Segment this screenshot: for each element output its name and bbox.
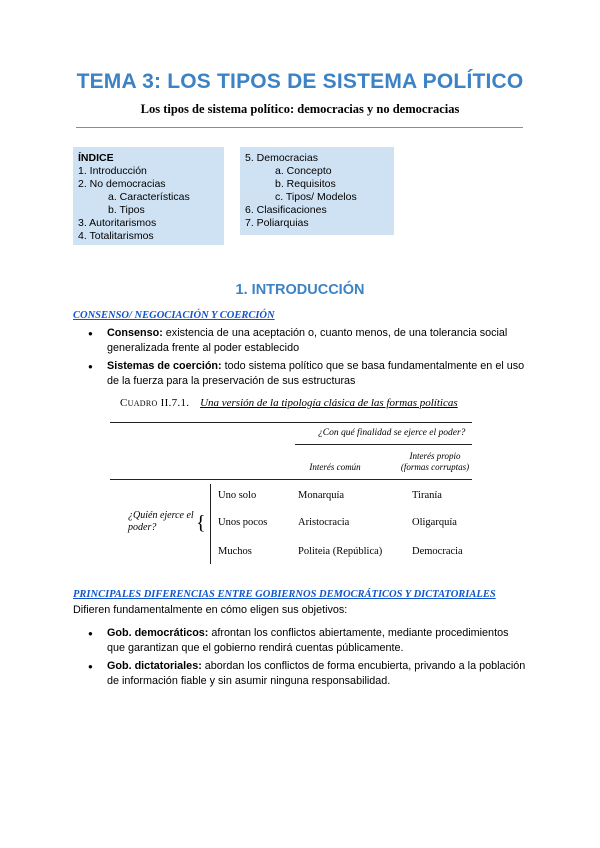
bullet-term: Consenso: bbox=[107, 327, 163, 339]
bullet-term: Sistemas de coerción: bbox=[107, 360, 222, 372]
bullet-text: abordan los conflictos de forma encubierta, privando a la población de información fiable y sin asumir ninguna responsabilidad. bbox=[107, 660, 526, 687]
index-box-left bbox=[73, 147, 224, 245]
subheading-diferencias-gobiernos[interactable]: PRINCIPALES DIFERENCIAS ENTRE GOBIERNOS DEMOCRÁTICOS Y DICTATORIALES bbox=[73, 589, 496, 600]
document-subtitle: Los tipos de sistema político: democracias y no democracias bbox=[140, 102, 460, 116]
figure-caption-number: Cuadro II.7.1. bbox=[120, 397, 190, 409]
figure-caption bbox=[120, 397, 458, 409]
bullet-term: Gob. dictatoriales: bbox=[107, 660, 202, 672]
figure-cell-common: Aristocracia bbox=[298, 517, 350, 528]
title-divider bbox=[76, 127, 523, 128]
index-item[interactable]: b. Tipos bbox=[108, 204, 145, 216]
intro-bullet-list bbox=[73, 326, 528, 392]
index-item[interactable]: 6. Clasificaciones bbox=[245, 204, 327, 216]
index-item[interactable]: 2. No democracias bbox=[78, 178, 166, 190]
bullet-icon: ● bbox=[88, 329, 93, 338]
bullet-text: afrontan los conflictos abiertamente, mediante procedimientos que garantizan que el gobierno rendirá cuentas públicamente. bbox=[107, 627, 509, 654]
figure-column-common: Interés común bbox=[309, 462, 361, 472]
index-item[interactable]: 7. Poliarquias bbox=[245, 217, 309, 229]
row-group-brace: { bbox=[196, 512, 206, 534]
figure-cell-own: Oligarquía bbox=[412, 517, 457, 528]
table-top-rule bbox=[110, 422, 472, 423]
differences-intro: Difieren fundamentalmente en cómo eligen sus objetivos: bbox=[73, 604, 348, 616]
index-box-right bbox=[240, 147, 394, 235]
index-item[interactable]: a. Características bbox=[108, 191, 190, 203]
figure-column-own: Interés propio (formas corruptas) bbox=[400, 451, 470, 472]
table-vertical-rule bbox=[210, 484, 211, 564]
index-item[interactable]: 4. Totalitarismos bbox=[78, 230, 154, 242]
index-item[interactable]: 5. Democracias bbox=[245, 152, 318, 164]
index-item[interactable]: 3. Autoritarismos bbox=[78, 217, 157, 229]
figure-cell-own: Tiranía bbox=[412, 490, 442, 501]
index-item[interactable]: a. Concepto bbox=[275, 165, 332, 177]
figure-row-who: Unos pocos bbox=[218, 517, 268, 528]
bullet-item bbox=[73, 359, 528, 389]
figure-cell-common: Monarquía bbox=[298, 490, 345, 501]
figure-caption-title: Una versión de la tipología clásica de las formas políticas bbox=[200, 397, 458, 409]
table-header-rule bbox=[295, 444, 472, 445]
bullet-term: Gob. democráticos: bbox=[107, 627, 209, 639]
index-item[interactable]: c. Tipos/ Modelos bbox=[275, 191, 357, 203]
bullet-item bbox=[73, 659, 528, 689]
figure-row-who: Muchos bbox=[218, 546, 252, 557]
bullet-item bbox=[73, 626, 528, 656]
subheading-consenso-coercion[interactable]: CONSENSO/ NEGOCIACIÓN Y COERCIÓN bbox=[73, 310, 275, 321]
bullet-item bbox=[73, 326, 528, 356]
bullet-text: todo sistema político que se basa fundamentalmente en el uso de la fuerza para la preservación de sus estructuras bbox=[107, 360, 525, 387]
section-heading-introduccion: 1. INTRODUCCIÓN bbox=[235, 282, 365, 298]
political-forms-table-figure bbox=[110, 392, 490, 572]
index-item[interactable]: b. Requisitos bbox=[275, 178, 336, 190]
figure-cell-own: Democracia bbox=[412, 546, 463, 557]
index-item[interactable]: 1. Introducción bbox=[78, 165, 147, 177]
differences-bullet-list bbox=[73, 626, 528, 692]
figure-question-top: ¿Con qué finalidad se ejerce el poder? bbox=[318, 428, 466, 438]
table-body-rule bbox=[110, 479, 472, 480]
figure-question-side: ¿Quién ejerce el poder? bbox=[128, 510, 194, 533]
bullet-icon: ● bbox=[88, 629, 93, 638]
figure-cell-common: Politeia (República) bbox=[298, 546, 383, 557]
bullet-icon: ● bbox=[88, 662, 93, 671]
figure-row-who: Uno solo bbox=[218, 490, 257, 501]
document-title: TEMA 3: LOS TIPOS DE SISTEMA POLÍTICO bbox=[76, 70, 524, 93]
index-heading: ÍNDICE bbox=[78, 152, 114, 164]
bullet-icon: ● bbox=[88, 362, 93, 371]
bullet-text: existencia de una aceptación o, cuanto menos, de una tolerancia social generalizada frente al poder establecido bbox=[107, 327, 508, 354]
